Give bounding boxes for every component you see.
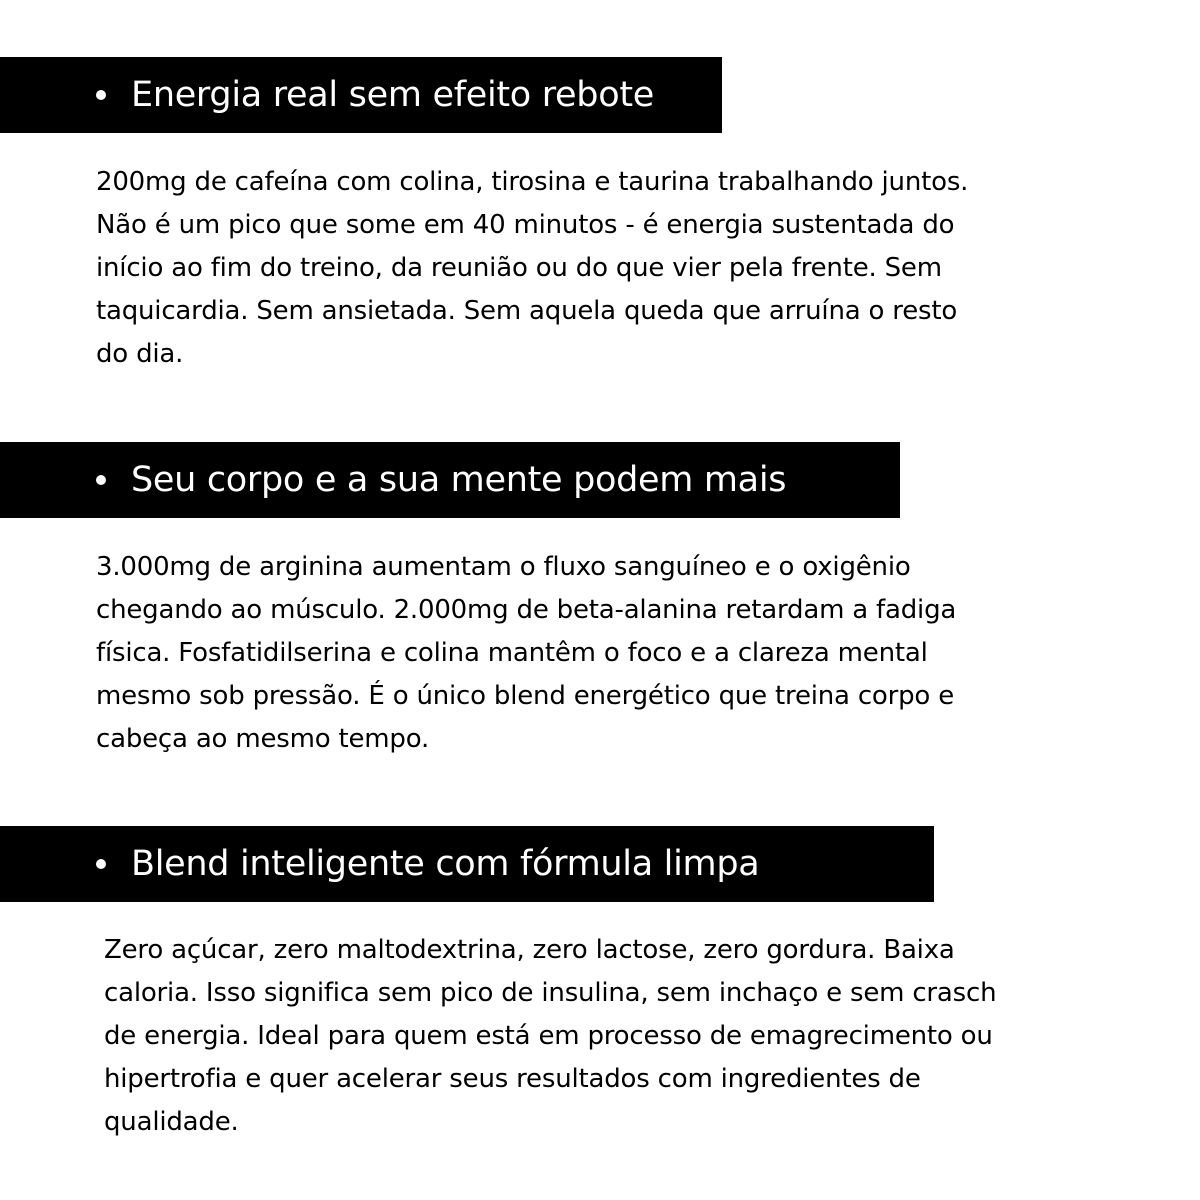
section-3-header-banner [0,826,934,902]
section-1-paragraph: 200mg de cafeína com colina, tirosina e taurina trabalhando juntos. Não é um pico que some em 40 minutos - é energia sustentada do início ao fim do treino, da reunião ou do que vier pela frente. Sem taquicardia. Sem ansietada. Sem aquela queda que arruína o resto do dia. [96,167,969,369]
section-2-title: Seu corpo e a sua mente podem mais [131,459,787,500]
section-2-header-banner [0,442,900,518]
bullet-icon [96,90,106,100]
bullet-icon [96,475,106,485]
section-2-paragraph: 3.000mg de arginina aumentam o fluxo sanguíneo e o oxigênio chegando ao músculo. 2.000mg de beta-alanina retardam a fadiga física. Fosfatidilserina e colina mantêm o foco e a clareza mental mesmo sob pressão. É o único blend energético que treina corpo e cabeça ao mesmo tempo. [96,552,957,754]
section-3-paragraph: Zero açúcar, zero maltodextrina, zero lactose, zero gordura. Baixa caloria. Isso significa sem pico de insulina, sem inchaço e sem crasch de energia. Ideal para quem está em processo de emagrecimento ou hipertrofia e quer acelerar seus resultados com ingredientes de qualidade. [104,935,997,1137]
section-1-header-banner [0,57,722,133]
section-3-title: Blend inteligente com fórmula limpa [131,843,760,884]
section-1-title: Energia real sem efeito rebote [131,74,654,115]
bullet-icon [96,859,106,869]
